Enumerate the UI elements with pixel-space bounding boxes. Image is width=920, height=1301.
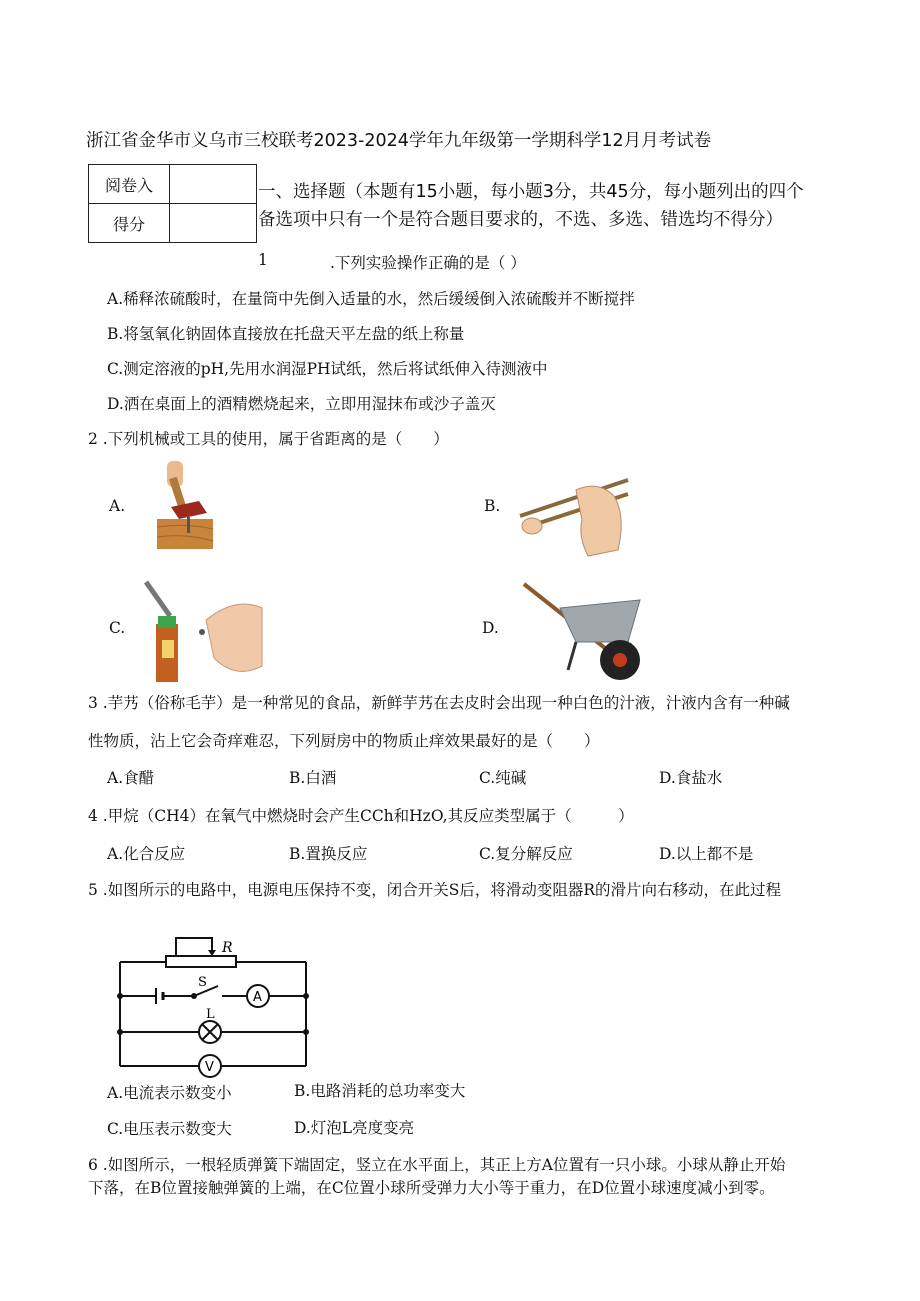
q4-option-b: B.置换反应 [289,845,368,863]
score-table [88,164,257,243]
q4-option-c: C.复分解反应 [479,845,573,863]
reviewer-cell[interactable] [170,165,257,204]
q3-option-b: B.白酒 [289,769,337,787]
score-label: 得分 [89,204,170,243]
bottle-opener-icon [140,580,265,684]
q5-option-c: C.电压表示数变大 [107,1120,232,1138]
circuit-label-l: L [206,1007,215,1022]
circuit-label-s: S [198,975,207,990]
q1-option-a: A.稀释浓硫酸时，在量筒中先倒入适量的水，然后缓缓倒入浓硫酸并不断搅拌 [107,290,635,308]
q3-option-a: A.食醋 [107,769,155,787]
q1-number: 1 [258,251,268,269]
q3-stem-line1: 3 .芋艿（俗称毛芋）是一种常见的食品，新鲜芋艿在去皮时会出现一种白色的汁液，汁液内含有一种碱 [88,694,790,712]
q3-stem-line2: 性物质，沾上它会奇痒难忍，下列厨房中的物质止痒效果最好的是（ ） [88,732,600,750]
q1-option-b: B.将氢氧化钠固体直接放在托盘天平左盘的纸上称量 [107,325,465,343]
hammer-icon [155,457,215,551]
q4-stem: 4 .甲烷（CH4）在氧气中燃烧时会产生CCh和HzO,其反应类型属于（ ） [88,807,634,825]
q3-option-d: D.食盐水 [659,769,723,787]
circuit-label-r: R [222,940,233,956]
q1-option-c: C.测定溶液的pH,先用水润湿PH试纸，然后将试纸伸入待测液中 [107,360,548,378]
q5-option-b: B.电路消耗的总功率变大 [294,1082,466,1100]
q3-option-c: C.纯碱 [479,769,527,787]
q4-option-d: D.以上都不是 [659,845,754,863]
q2-label-c: C. [109,619,126,637]
q5-option-a: A.电流表示数变小 [107,1084,232,1102]
section-heading-line2: 备选项中只有一个是符合题目要求的，不选、多选、错选均不得分） [258,210,783,230]
q6-stem-line1: 6 .如图所示，一根轻质弹簧下端固定，竖立在水平面上，其正上方A位置有一只小球。小球从静止开始 [88,1156,786,1174]
q5-option-d: D.灯泡L亮度变亮 [294,1119,415,1137]
q2-label-b: B. [484,497,501,515]
circuit-label-v: V [205,1060,214,1075]
q4-option-a: A.化合反应 [107,845,186,863]
chopsticks-icon [518,470,630,562]
q5-stem: 5 .如图所示的电路中，电源电压保持不变，闭合开关S后，将滑动变阻器R的滑片向右移动，在此过程 [88,881,782,899]
score-cell[interactable] [170,204,257,243]
q2-label-d: D. [482,619,499,637]
q1-option-d: D.洒在桌面上的酒精燃烧起来，立即用湿抹布或沙子盖灭 [107,395,496,413]
circuit-label-a: A [253,990,262,1005]
q2-label-a: A. [109,497,126,515]
reviewer-label: 阅卷入 [89,165,170,204]
circuit-diagram [110,932,315,1078]
q6-stem-line2: 下落，在B位置接触弹簧的上端，在C位置小球所受弹力大小等于重力，在D位置小球速度减小到零。 [88,1179,775,1197]
section-heading-line1: 一、选择题（本题有15小题，每小题3分，共45分，每小题列出的四个 [258,182,804,202]
q1-stem: .下列实验操作正确的是（ ） [330,254,526,272]
wheelbarrow-icon [520,580,644,684]
exam-title: 浙江省金华市义乌市三校联考2023-2024学年九年级第一学期科学12月月考试卷 [86,131,712,151]
q2-stem: 2 .下列机械或工具的使用，属于省距离的是（ ） [88,430,449,448]
